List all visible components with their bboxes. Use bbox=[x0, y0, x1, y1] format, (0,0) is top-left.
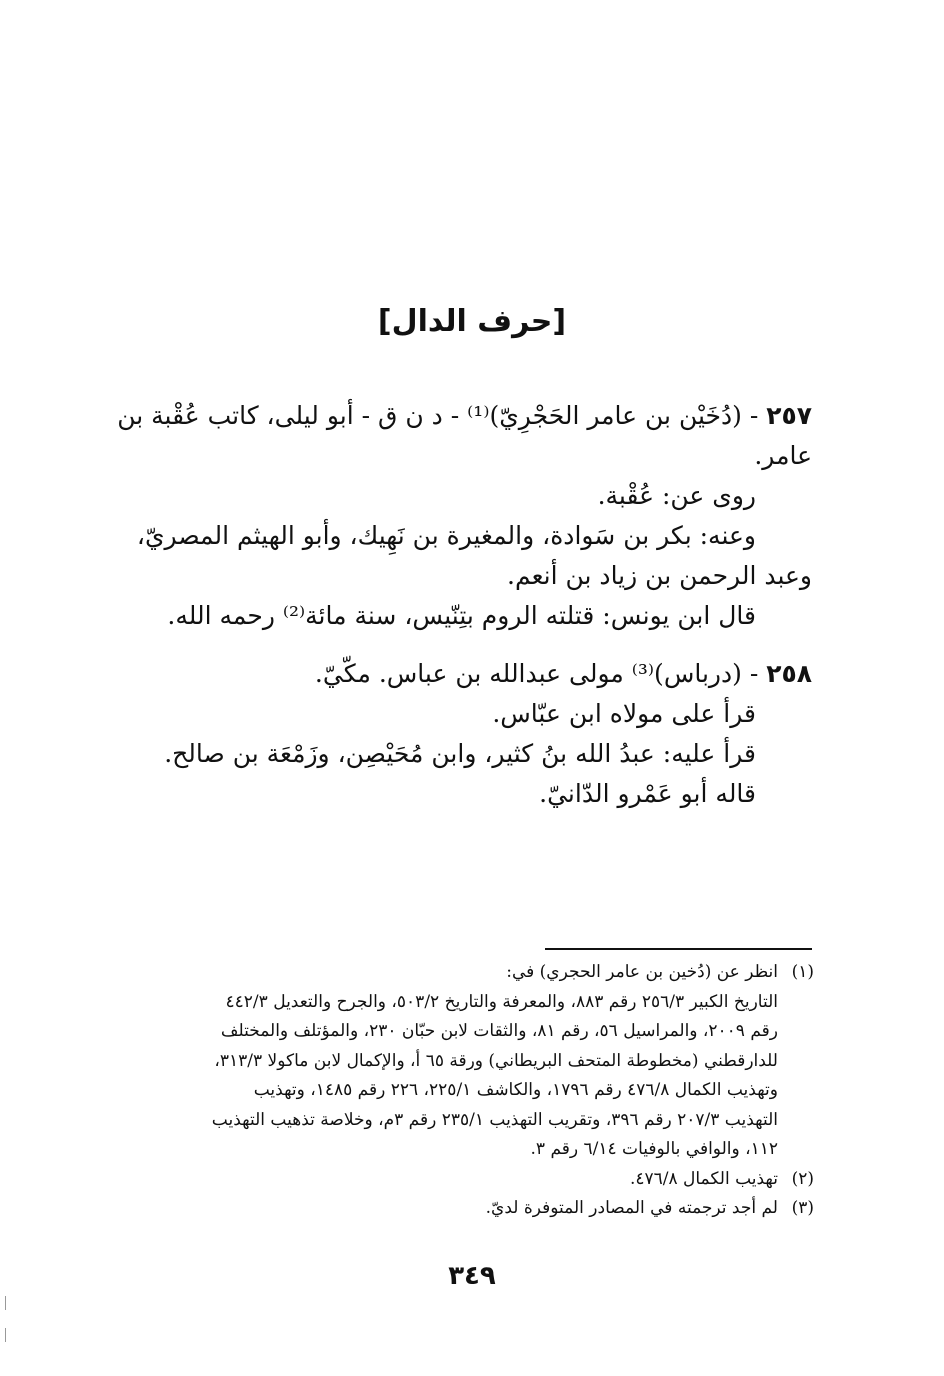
entry-257-title-continuation: عامر. bbox=[754, 441, 812, 470]
footnote-line: التهذيب ٢٠٧/٣ رقم ٣٩٦، وتقريب التهذيب ٢٣٥/١ رقم ٣م، وخلاصة تذهيب التهذيب bbox=[211, 1109, 778, 1130]
footnote-line: انظر عن (دُخين بن عامر الحجري) في: bbox=[506, 962, 778, 982]
section-heading: [حرف الدال] bbox=[377, 304, 567, 339]
entry-258-line: قاله أبو عَمْرو الدّانيّ. bbox=[539, 779, 756, 808]
footnote-line: لم أجد ترجمته في المصادر المتوفرة لديّ. bbox=[485, 1198, 778, 1218]
footnote-number: (٢) bbox=[791, 1168, 814, 1189]
footnote-line: للدارقطني (مخطوطة المتحف البريطاني) ورقة ٦٥ أ، والإكمال لابن ماكولا ٣١٣/٣، bbox=[214, 1050, 778, 1071]
entry-257-narrated-from: روى عن: عُقْبة. bbox=[597, 481, 756, 510]
footnote-number: (٣) bbox=[791, 1198, 814, 1218]
footnote-1 bbox=[118, 958, 814, 1165]
footnote-line: رقم ٢٠٠٩، والمراسيل ٥٦، رقم ٨١، والثقات لابن حبّان ٢٣٠، والمؤتلف والمختلف bbox=[220, 1021, 778, 1041]
entry-257-title-line bbox=[118, 396, 812, 436]
entry-number: ٢٥٨ bbox=[766, 659, 812, 688]
entry-258-title-line bbox=[118, 654, 812, 694]
footnote-line: وتهذيب الكمال ٤٧٦/٨ رقم ١٧٩٦، والكاشف ٢٢٥/١، ٢٢٦ رقم ١٤٨٥، وتهذيب bbox=[253, 1080, 778, 1100]
footnote-separator bbox=[545, 948, 812, 950]
footnote-line: تهذيب الكمال ٤٧٦/٨. bbox=[629, 1168, 778, 1189]
entry-258 bbox=[118, 654, 812, 814]
entry-258-title: - (درباس)⁽³⁾ مولى عبدالله بن عباس. مكّيّ. bbox=[314, 659, 759, 688]
footnote-number: (١) bbox=[791, 962, 814, 982]
scan-mark bbox=[5, 1328, 6, 1342]
entry-257 bbox=[118, 396, 812, 636]
entry-257-narrators-continuation: وعبد الرحمن بن زياد بن أنعم. bbox=[507, 561, 812, 590]
entry-258-line: قرأ عليه: عبدُ الله بنُ كثير، وابن مُحَيْصِن، وزَمْعَة بن صالح. bbox=[164, 739, 756, 768]
footnote-line: التاريخ الكبير ٢٥٦/٣ رقم ٨٨٣، والمعرفة والتاريخ ٥٠٣/٢، والجرح والتعديل ٤٤٢/٣ bbox=[225, 991, 778, 1012]
entry-258-line: قرأ على مولاه ابن عبّاس. bbox=[492, 699, 756, 728]
entry-number: ٢٥٧ bbox=[766, 401, 812, 430]
scan-mark bbox=[5, 1296, 6, 1310]
footnote-3 bbox=[118, 1194, 814, 1224]
entry-257-title: - (دُخَيْن بن عامر الحَجْرِيّ)⁽¹⁾ - د ن ق - أبو ليلى، كاتب عُقْبة بن bbox=[117, 401, 759, 430]
footnote-line: ١١٢، والوافي بالوفيات ٦/١٤ رقم ٣. bbox=[530, 1139, 778, 1159]
footnotes bbox=[118, 958, 814, 1224]
footnote-2 bbox=[118, 1165, 814, 1195]
entry-257-narrators: وعنه: بكر بن سَوادة، والمغيرة بن نَهِيك، وأبو الهيثم المصريّ، bbox=[136, 521, 756, 550]
page-number: ٣٤٩ bbox=[448, 1261, 496, 1291]
entry-257-ibn-yunus-note: قال ابن يونس: قتلته الروم بتِنّيس، سنة مائة⁽²⁾ رحمه الله. bbox=[167, 601, 756, 630]
